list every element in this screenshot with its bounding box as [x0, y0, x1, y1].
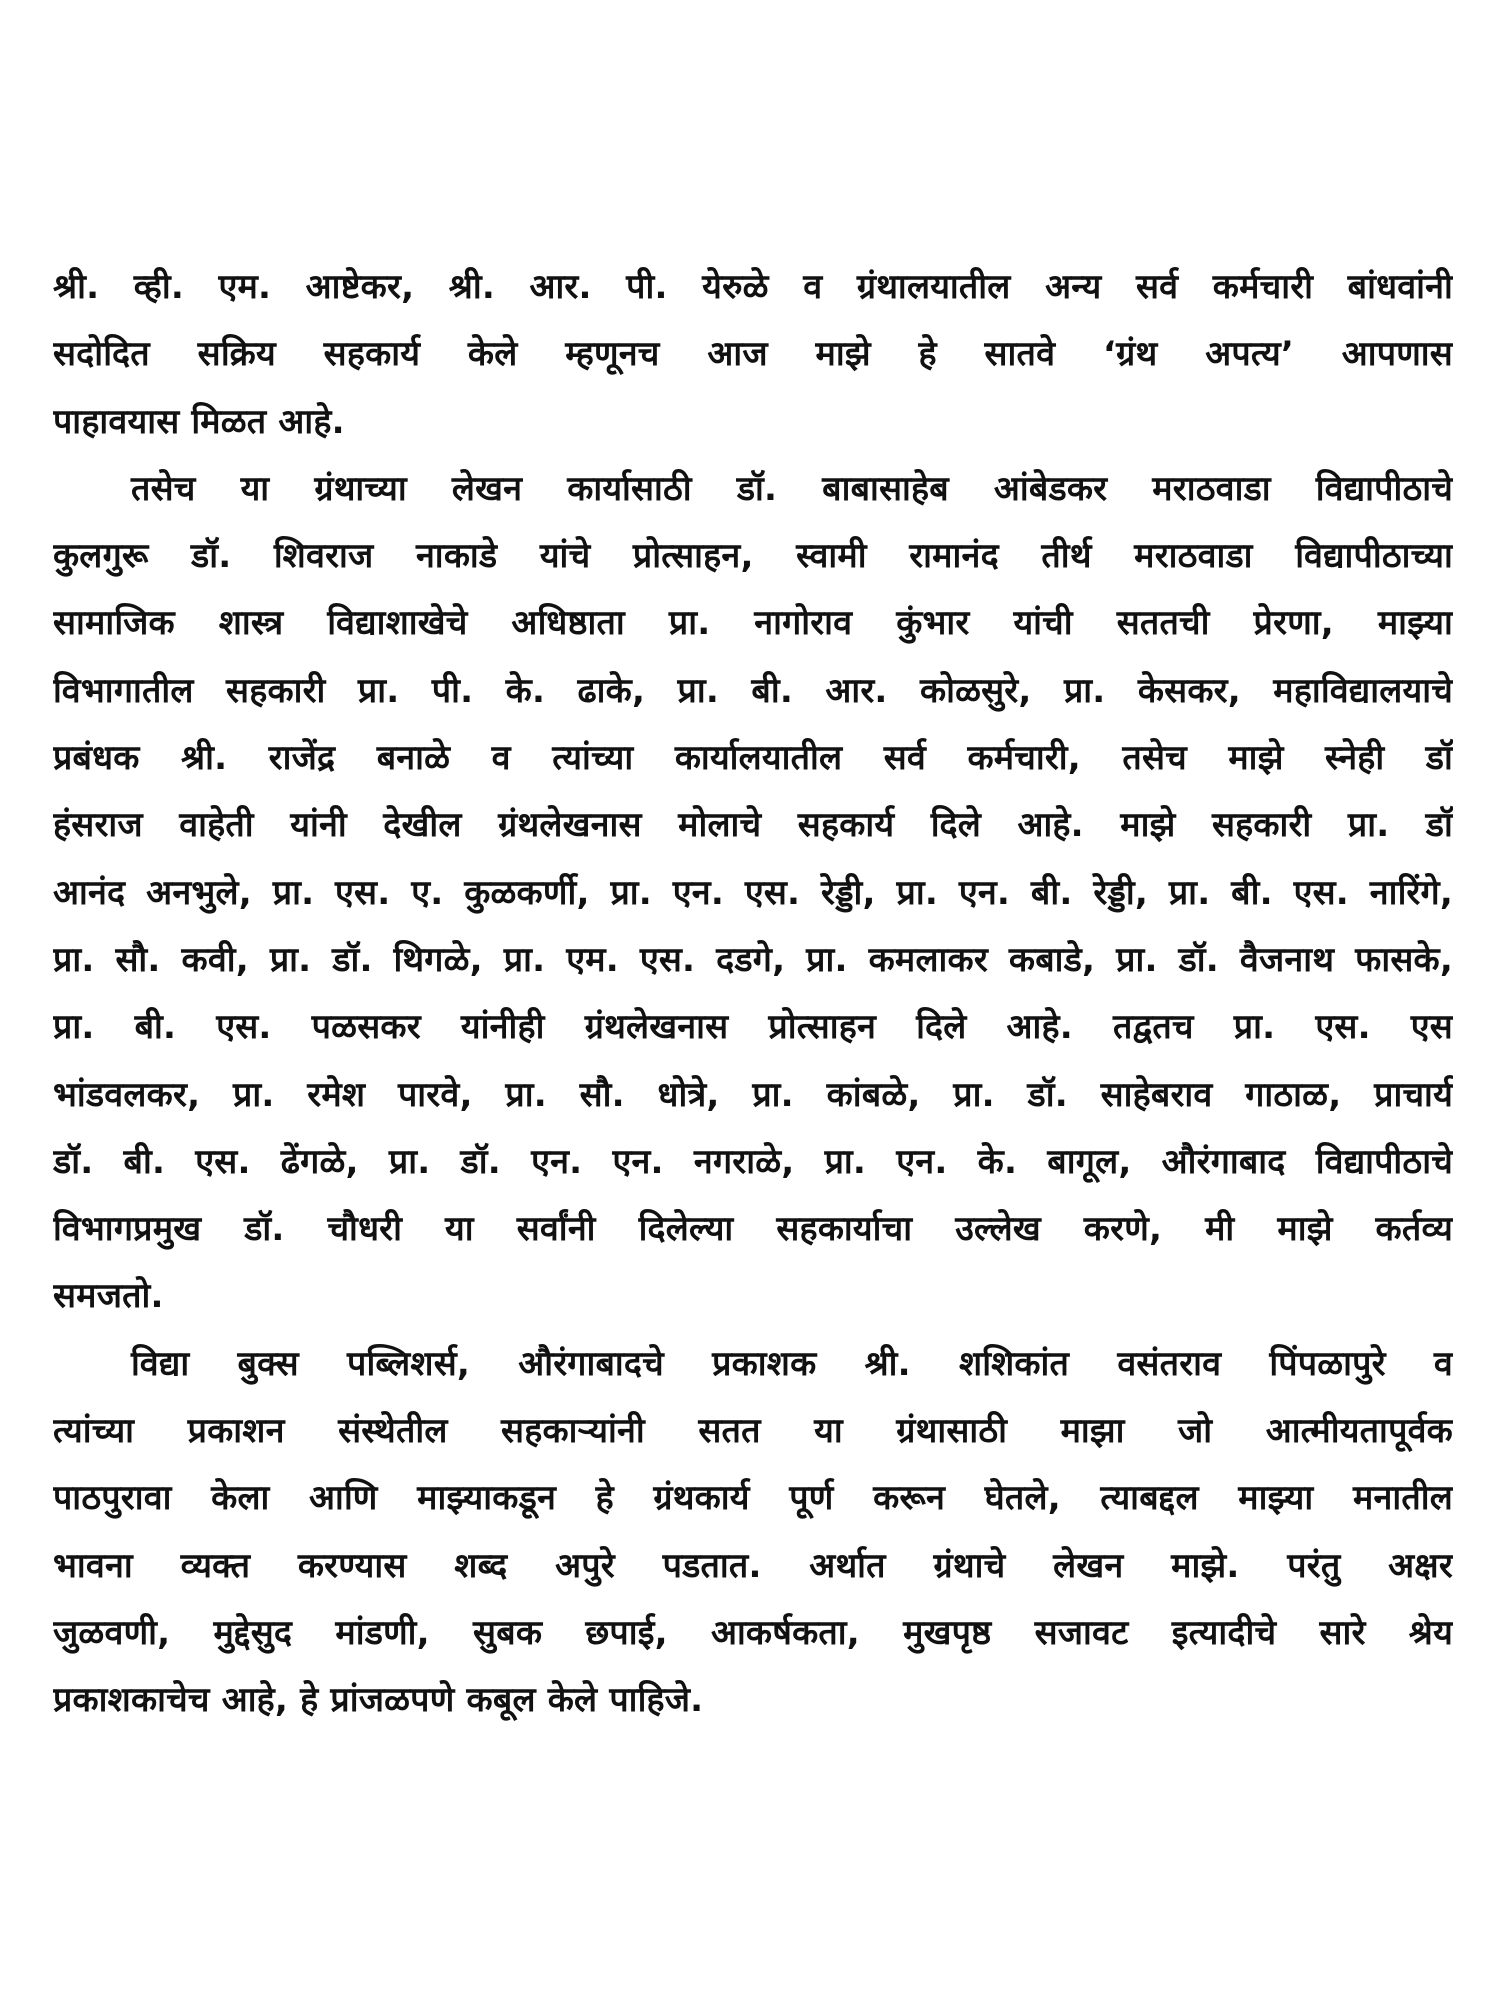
text-line: प्रबंधक श्री. राजेंद्र बनाळे व त्यांच्या कार्यालयातील सर्व कर्मचारी, तसेच माझे स्नेही डॉ	[53, 738, 1453, 779]
text-line: पाहावयास मिळत आहे.	[53, 401, 345, 442]
text-line: त्यांच्या प्रकाशन संस्थेतील सहकाऱ्यांनी सतत या ग्रंथासाठी माझा जो आत्मीयतापूर्वक	[53, 1411, 1453, 1452]
text-line: श्री. व्ही. एम. आष्टेकर, श्री. आर. पी. येरुळे व ग्रंथालयातील अन्य सर्व कर्मचारी बांधवांनी	[53, 267, 1453, 307]
text-line: भांडवलकर, प्रा. रमेश पारवे, प्रा. सौ. धोत्रे, प्रा. कांबळे, प्रा. डॉ. साहेबराव गाठाळ, प्राचार्य	[53, 1074, 1453, 1115]
text-line: प्रा. सौ. कवी, प्रा. डॉ. थिगळे, प्रा. एम. एस. दडगे, प्रा. कमलाकर कबाडे, प्रा. डॉ. वैजनाथ फासके,	[53, 939, 1453, 980]
text-line: हंसराज वाहेती यांनी देखील ग्रंथलेखनास मोलाचे सहकार्य दिले आहे. माझे सहकारी प्रा. डॉ	[53, 805, 1453, 846]
text-line: पाठपुरावा केला आणि माझ्याकडून हे ग्रंथकार्य पूर्ण करून घेतले, त्याबद्दल माझ्या मनातील	[53, 1478, 1453, 1519]
text-line: सदोदित सक्रिय सहकार्य केले म्हणूनच आज माझे हे सातवे ‘ग्रंथ अपत्य’ आपणास	[53, 334, 1453, 375]
text-line: विद्या बुक्स पब्लिशर्स, औरंगाबादचे प्रकाशक श्री. शशिकांत वसंतराव पिंपळापुरे व	[131, 1343, 1453, 1384]
text-line: विभागातील सहकारी प्रा. पी. के. ढाके, प्रा. बी. आर. कोळसुरे, प्रा. केसकर, महाविद्यालयाचे	[53, 670, 1453, 711]
text-line: आनंद अनभुले, प्रा. एस. ए. कुळकर्णी, प्रा. एन. एस. रेड्डी, प्रा. एन. बी. रेड्डी, प्रा. बी. एस. नारिंगे,	[53, 872, 1453, 913]
text-line: विभागप्रमुख डॉ. चौधरी या सर्वांनी दिलेल्या सहकार्याचा उल्लेख करणे, मी माझे कर्तव्य	[53, 1209, 1453, 1250]
body-text	[53, 254, 1453, 1735]
text-line: प्रकाशकाचेच आहे, हे प्रांजळपणे कबूल केले पाहिजे.	[53, 1680, 704, 1721]
text-line: कुलगुरू डॉ. शिवराज नाकाडे यांचे प्रोत्साहन, स्वामी रामानंद तीर्थ मराठवाडा विद्यापीठाच्या	[53, 536, 1453, 577]
text-line: भावना व्यक्त करण्यास शब्द अपुरे पडतात. अर्थात ग्रंथाचे लेखन माझे. परंतु अक्षर	[53, 1545, 1453, 1586]
text-line: समजतो.	[53, 1276, 164, 1317]
text-line: प्रा. बी. एस. पळसकर यांनीही ग्रंथलेखनास प्रोत्साहन दिले आहे. तद्वतच प्रा. एस. एस	[53, 1007, 1453, 1048]
text-line: सामाजिक शास्त्र विद्याशाखेचे अधिष्ठाता प्रा. नागोराव कुंभार यांची सततची प्रेरणा, माझ्या	[53, 603, 1453, 644]
text-line: तसेच या ग्रंथाच्या लेखन कार्यासाठी डॉ. बाबासाहेब आंबेडकर मराठवाडा विद्यापीठाचे	[131, 468, 1453, 509]
text-line: डॉ. बी. एस. ढेंगळे, प्रा. डॉ. एन. एन. नगराळे, प्रा. एन. के. बागूल, औरंगाबाद विद्यापीठाचे	[53, 1141, 1453, 1182]
text-line: जुळवणी, मुद्देसुद मांडणी, सुबक छपाई, आकर्षकता, मुखपृष्ठ सजावट इत्यादीचे सारे श्रेय	[53, 1612, 1453, 1653]
